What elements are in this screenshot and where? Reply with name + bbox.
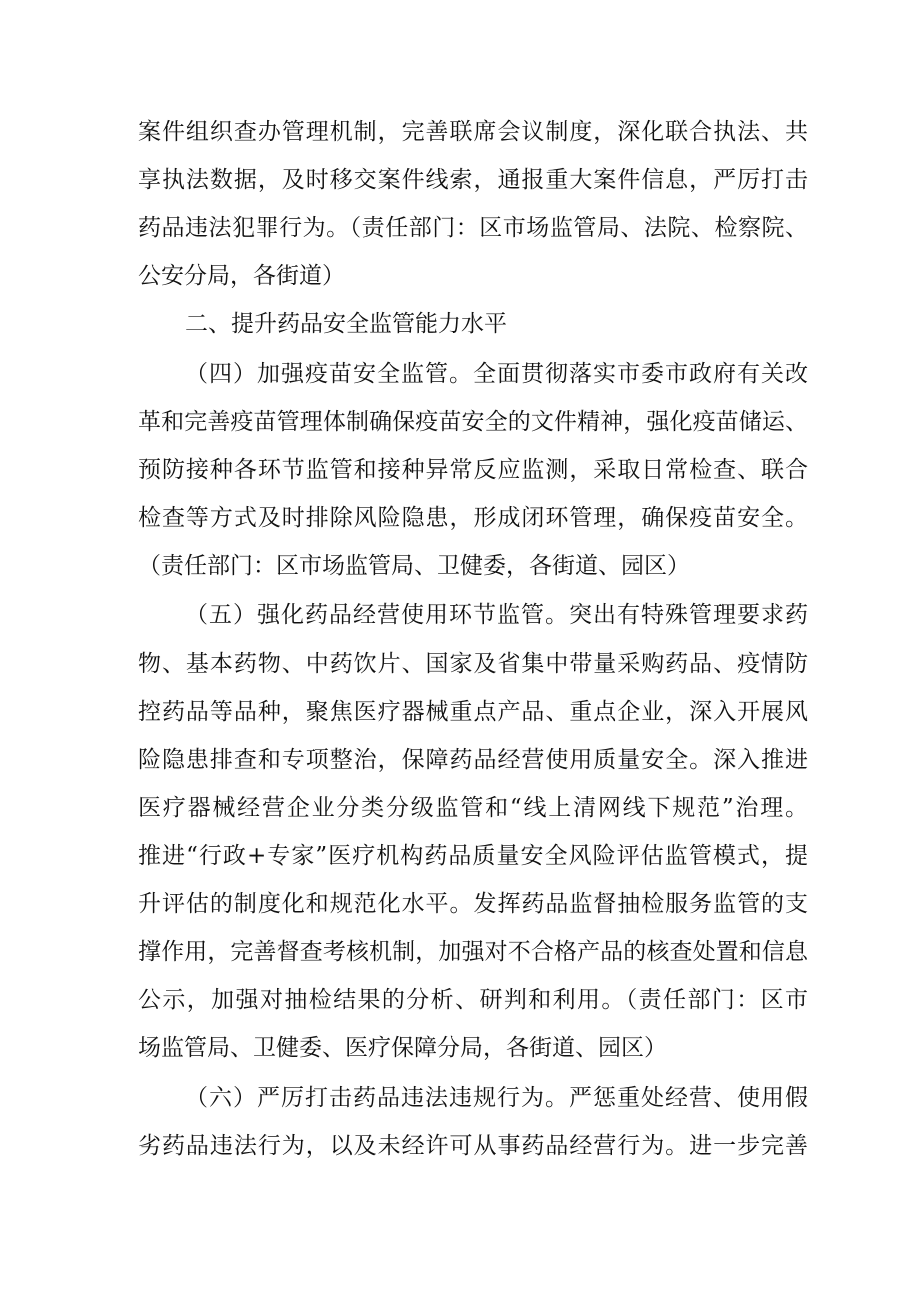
paragraph-line: 物、基本药物、中药饮片、国家及省集中带量采购药品、疫情防 [138, 651, 808, 677]
paragraph-line: 案件组织查办管理机制，完善联席会议制度，深化联合执法、共 [138, 119, 808, 145]
paragraph-line: 公示，加强对抽检结果的分析、研判和利用。（责任部门：区市 [138, 987, 808, 1013]
paragraph-line: （四）加强疫苗安全监管。全面贯彻落实市委市政府有关改 [185, 361, 808, 387]
paragraph-line: 检查等方式及时排除风险隐患，形成闭环管理，确保疫苗安全。 [138, 505, 808, 531]
paragraph-line: 革和完善疫苗管理体制确保疫苗安全的文件精神，强化疫苗储运、 [138, 409, 808, 435]
paragraph-line: 劣药品违法行为，以及未经许可从事药品经营行为。进一步完善 [138, 1133, 808, 1159]
paragraph-line: 场监管局、卫健委、医疗保障分局，各街道、园区） [138, 1035, 667, 1061]
paragraph-line: 控药品等品种，聚焦医疗器械重点产品、重点企业，深入开展风 [138, 699, 808, 725]
paragraph-line: 公安分局，各街道） [138, 263, 345, 289]
paragraph-line: 升评估的制度化和规范化水平。发挥药品监督抽检服务监管的支 [138, 891, 808, 917]
paragraph-line: 推进“行政+专家”医疗机构药品质量安全风险评估监管模式，提 [138, 843, 808, 869]
paragraph-line: 险隐患排查和专项整治，保障药品经营使用质量安全。深入推进 [138, 747, 808, 773]
paragraph-line: （五）强化药品经营使用环节监管。突出有特殊管理要求药 [185, 602, 808, 628]
paragraph-line: 预防接种各环节监管和接种异常反应监测，采取日常检查、联合 [138, 457, 808, 483]
paragraph-line: 医疗器械经营企业分类分级监管和“线上清网线下规范”治理。 [138, 795, 808, 821]
paragraph-line: （六）严厉打击药品违法违规行为。严惩重处经营、使用假 [185, 1085, 808, 1111]
paragraph-line: （责任部门：区市场监管局、卫健委，各街道、园区） [138, 553, 690, 579]
section-heading: 二、提升药品安全监管能力水平 [185, 311, 507, 337]
paragraph-line: 撑作用，完善督查考核机制，加强对不合格产品的核查处置和信息 [138, 939, 808, 965]
paragraph-line: 享执法数据，及时移交案件线索，通报重大案件信息，严厉打击 [138, 167, 808, 193]
paragraph-line: 药品违法犯罪行为。（责任部门：区市场监管局、法院、检察院、 [138, 215, 808, 241]
